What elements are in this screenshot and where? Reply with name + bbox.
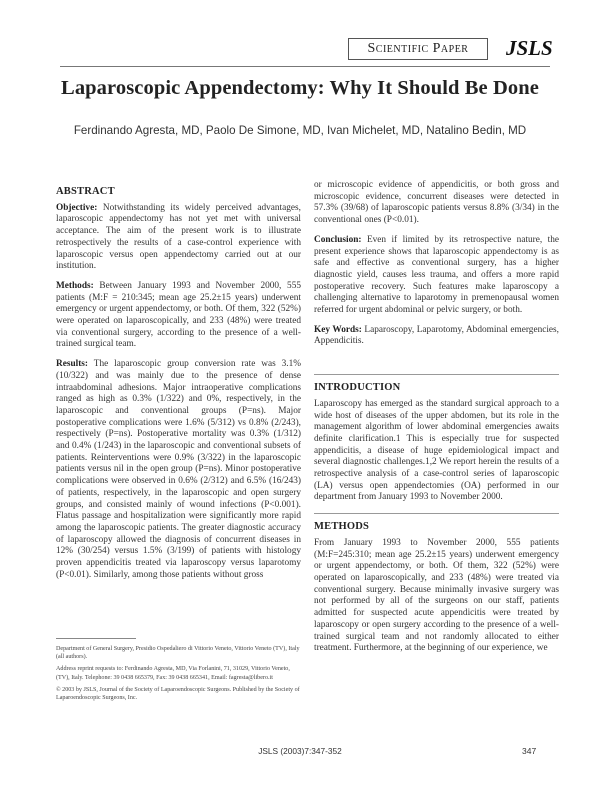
right-column — [314, 180, 559, 663]
left-column — [56, 186, 301, 590]
keywords-paragraph — [314, 325, 559, 348]
keywords-label: Key Words: — [314, 324, 362, 335]
methods-paragraph — [56, 281, 301, 351]
objective-paragraph — [56, 203, 301, 273]
footnote-copyright: © 2003 by JSLS, Journal of the Society of Laparoendoscopic Surgeons. Published by the Society of Laparoendoscopic Surgeons, Inc. — [56, 686, 300, 702]
page-number: 347 — [522, 746, 537, 756]
footnote-affiliation: Department of General Surgery, Presidio Ospedaliero di Vittorio Veneto, Vittorio Veneto (TV), Italy (all authors). — [56, 646, 300, 661]
footnote-address: Address reprint requests to: Ferdinando Agresta, MD, Via Forlanini, 71, 31029, Vittorio Veneto, (TV), Italy. Telephone: 39 0438 665379, Fax: 39 0438 665341, Email: fagresta@libero.it — [56, 666, 290, 681]
objective-label: Objective: — [56, 202, 98, 213]
methods-heading: METHODS — [314, 513, 559, 533]
conclusion-paragraph — [314, 235, 559, 317]
objective-text: Notwithstanding its widely perceived advantages, laparoscopic appendectomy has not yet met with universal acceptance. The aim of the present work is to illustrate retrospectively the results of a case-control experience with laparoscopic versus open appendectomy carried out at our institution. — [56, 202, 301, 272]
article-title: Laparoscopic Appendectomy: Why It Should Be Done — [61, 77, 539, 99]
author-list: Ferdinando Agresta, MD, Paolo De Simone, MD, Ivan Michelet, MD, Natalino Bedin, MD — [73, 124, 527, 137]
journal-logo: JSLS — [506, 36, 553, 60]
results-paragraph — [56, 359, 301, 581]
conclusion-label: Conclusion: — [314, 234, 362, 245]
footer-citation: JSLS (2003)7:347-352 — [258, 746, 342, 756]
introduction-heading: INTRODUCTION — [314, 374, 559, 394]
footnotes — [56, 645, 301, 706]
abstract-heading: ABSTRACT — [56, 186, 115, 197]
results-text: The laparoscopic group conversion rate was 3.1% (10/322) and was mainly due to the presence of dense intraabdominal adhesions. Major intraoperative complications ranged as high as 0.3% (1/322) and 0%, respectively, in the laparoscopic and conventional groups (P=ns). Major postoperative complications were 1.6% (5/312) vs 0.8% (2/243), respectively (P=ns). Postoperative mortality was 0.3% (1/312) and 0.4% (1/243) in the laparoscopic and conventional subsets of patients. Reinterventions were 0.9% (3/322) in the laparoscopic patients versus nil in the open group (P=ns). Minor postoperative complications were observed in 0.6% (2/312) and 6.5% (16/243) of patients, respectively, in the laparoscopic and open surgery groups, and consisted mainly of wound infections (P<0.001). Flatus passage and hospitalization were significantly more rapid among the laparoscopic patients. The greater diagnostic accuracy of laparoscopy allowed the diagnosis of concurrent diseases in 12% (30/254) versus 1.5% (3/199) of patients with histology proven appendicitis treated via laparoscopy versus laparotomy (P<0.01). Similarly, among those patients without gross — [56, 359, 301, 580]
footnote-rule — [56, 638, 136, 639]
methods-body-text: From January 1993 to November 2000, 555 patients (M:F=245:310; mean age 25.2±15 years) underwent emergency or urgent appendectomy, or both. Of them, 322 (52%) were operated on laparoscopically, and 233 (48%) were treated via conventional surgery. Because minimally invasive surgery was not performed by all of the surgeons on our staff, patients admitted for suspected acute appendicitis were treated by laparoscopy or open surgery according to the presence of a well-trained surgical team and not randomly allocated to either treatment. Furthermore, at the beginning of our experience, we — [314, 537, 559, 654]
results-continued: or microscopic evidence of appendicitis, or both gross and microscopic evidence, concurrent diseases were detected in 57.3% (39/68) of laparoscopic patients versus 8.8% (3/34) in the conventional ones (P<0.01). — [314, 180, 559, 226]
methods-text: Between January 1993 and November 2000, 555 patients (M:F = 210:345; mean age 25.2±15 years) underwent emergency or urgent appendectomy, or both. Of them, 322 (52%) were operated on laparoscopically, and 233 (48%) were treated via conventional surgery, according to the presence of a well-trained surgical team. — [56, 280, 301, 350]
section-label: Scientific Paper — [348, 38, 488, 60]
conclusion-text: Even if limited by its retrospective nature, the present experience shows that laparoscopic appendectomy is as safe and effective as conventional surgery, has a higher diagnostic yield, causes less trauma, and offers a more rapid postoperative recovery. Such features make laparoscopy a challenging alternative to laparotomy in premenopausal women referred for urgent abdominal or pelvic surgery, or both. — [314, 234, 559, 316]
header-rule — [60, 66, 550, 67]
keywords-text: Laparoscopy, Laparotomy, Abdominal emergencies, Appendicitis. — [314, 324, 559, 347]
results-label: Results: — [56, 359, 89, 370]
introduction-text: Laparoscopy has emerged as the standard surgical approach to a wide host of diseases of the upper abdomen, but its role in the management algorithm of lower abdominal emergencies awaits definite clarification.1 This is especially true for suspected appendicitis, a disease of huge epidemiological impact and several diagnostic challenges.1,2 We report herein the results of a retrospective analysis of a case-control series of laparoscopic (LA) versus open appendectomies (OA) performed in our department from January 1993 to November 2000. — [314, 398, 559, 503]
methods-label: Methods: — [56, 280, 94, 291]
